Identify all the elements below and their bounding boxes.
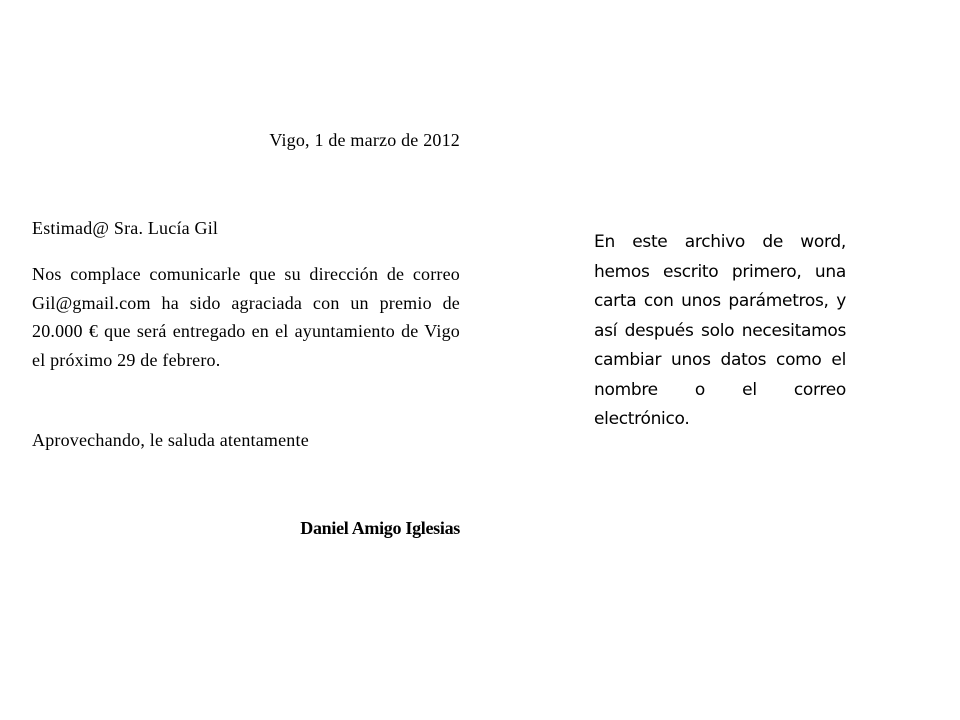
letter-date: Vigo, 1 de marzo de 2012 <box>269 130 460 150</box>
letter-closing: Aprovechando, le saluda atentamente <box>32 430 309 450</box>
letter-body: Nos complace comunicarle que su dirección de correo Gil@gmail.com ha sido agraciada con un premio de 20.000 € que será entregado en el ayuntamiento de Vigo el próximo 29 de febrero. <box>32 264 460 370</box>
letter-greeting: Estimad@ Sra. Lucía Gil <box>32 218 219 238</box>
explanatory-note: En este archivo de word, hemos escrito primero, una carta con unos parámetros, y así después solo necesitamos cambiar unos datos como el nombre o el correo electrónico. <box>594 232 846 429</box>
letter-signature: Daniel Amigo Iglesias <box>300 518 460 538</box>
